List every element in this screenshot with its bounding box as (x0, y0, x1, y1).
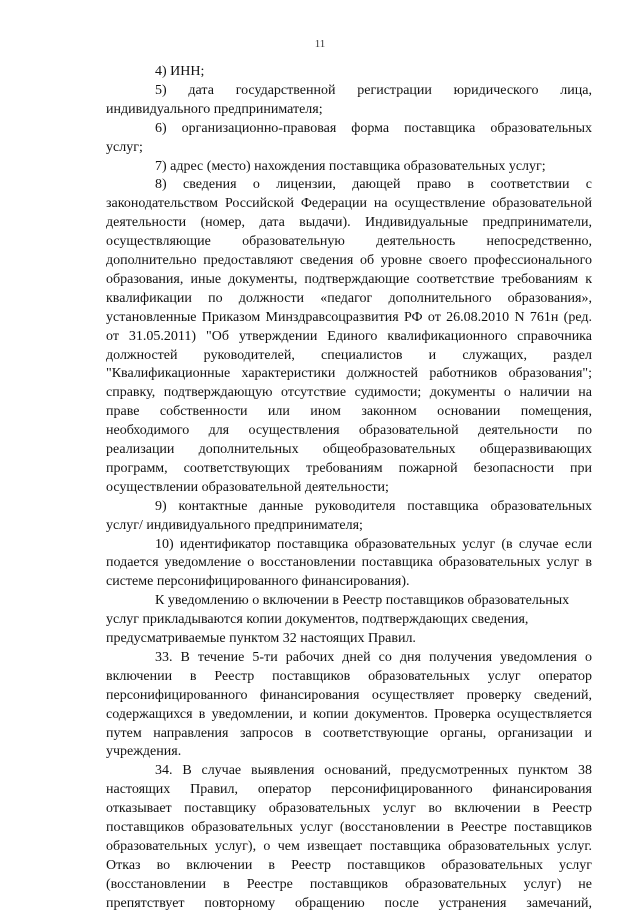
text-line: праве собственности или ином законном основании помещения, (106, 404, 592, 420)
text-line: учреждения. (106, 744, 182, 760)
text-line: включении в Реестр поставщиков образовательных услуг оператор (106, 668, 592, 684)
text-line: услуг; (106, 139, 143, 155)
text-line: путем направления запросов в соответствующие органы, организации и (106, 725, 592, 741)
text-line: 5) дата государственной регистрации юридического лица, (155, 82, 592, 98)
text-line: (восстановлении в Реестре поставщиков образовательных услуг) не (106, 876, 592, 892)
text-line: услуг/ индивидуального предпринимателя; (106, 517, 363, 533)
text-line: необходимого для осуществления образовательной деятельности по (106, 423, 592, 439)
text-line: Отказ во включении в Реестр поставщиков образовательных услуг (106, 857, 592, 873)
text-line: образования, иные документы, подтверждающие соответствие требованиям к (106, 271, 592, 287)
text-line: настоящих Правил, оператор персонифицированного финансирования (106, 782, 592, 798)
text-line: осуществлении образовательной деятельности; (106, 479, 389, 495)
text-line: 9) контактные данные руководителя поставщика образовательных (155, 498, 592, 514)
text-line: персонифицированного финансирования осуществляет проверку сведений, (106, 687, 592, 703)
text-line: должностей руководителей, специалистов и служащих, раздел (106, 347, 592, 363)
text-line: от 31.05.2011) "Об утверждении Единого квалификационного справочника (106, 328, 592, 344)
text-line: осуществляющие образовательную деятельность непосредственно, (106, 234, 592, 250)
text-line: дополнительно предоставляют сведения об уровне своего профессионального (106, 253, 592, 268)
text-line: 33. В течение 5-ти рабочих дней со дня получения уведомления о (155, 649, 592, 665)
text-line: 34. В случае выявления оснований, предусмотренных пунктом 38 (155, 763, 592, 779)
text-line: предусматриваемые пунктом 32 настоящих Правил. (106, 631, 416, 646)
text-line: 8) сведения о лицензии, дающей право в соответствии с (155, 177, 592, 193)
text-line: препятствует повторному обращению после устранения замечаний, (106, 895, 592, 911)
text-line: 6) организационно-правовая форма поставщика образовательных (155, 120, 592, 136)
text-line: 7) адрес (место) нахождения поставщика образовательных услуг; (155, 158, 546, 174)
text-line: установленные Приказом Минздравсоцразвития РФ от 26.08.2010 N 761н (ред. (106, 309, 592, 325)
text-line: индивидуального предпринимателя; (106, 101, 323, 117)
text-line: К уведомлению о включении в Реестр поставщиков образовательных (155, 593, 570, 609)
text-line: услуг прикладываются копии документов, подтверждающих сведения, (106, 612, 529, 628)
text-line: реализации дополнительных общеобразовательных общеразвивающих (106, 442, 592, 457)
text-line: деятельности (номер, дата выдачи). Индивидуальные предприниматели, (106, 215, 592, 231)
text-line: законодательством Российской Федерации на осуществление образовательной (106, 196, 592, 212)
text-line: подается уведомление о восстановлении поставщика образовательных услуг в (106, 555, 592, 571)
text-line: образовательных услуг), о чем извещает поставщика образовательных услуг. (106, 838, 592, 854)
text-line: 4) ИНН; (155, 64, 205, 79)
text-line: отказывает поставщику образовательных услуг во включении в Реестр (106, 801, 592, 817)
text-line: программ, соответствующих требованиям пожарной безопасности при (106, 460, 592, 476)
text-line: "Квалификационные характеристики должностей работников образования"; (106, 366, 592, 382)
text-line: поставщиков образовательных услуг (восстановлении в Реестре поставщиков (106, 820, 592, 835)
text-line: системе персонифицированного финансирования). (106, 574, 410, 590)
text-line: квалификации по должности «педагог дополнительного образования», (106, 290, 592, 306)
text-line: справку, подтверждающую отсутствие судимости; документы о наличии на (106, 385, 592, 401)
text-line: 10) идентификатор поставщика образовательных услуг (в случае если (155, 536, 592, 552)
page-number: 11 (314, 38, 326, 50)
text-line: содержащихся в уведомлении, и копии документов. Проверка осуществляется (106, 706, 592, 722)
